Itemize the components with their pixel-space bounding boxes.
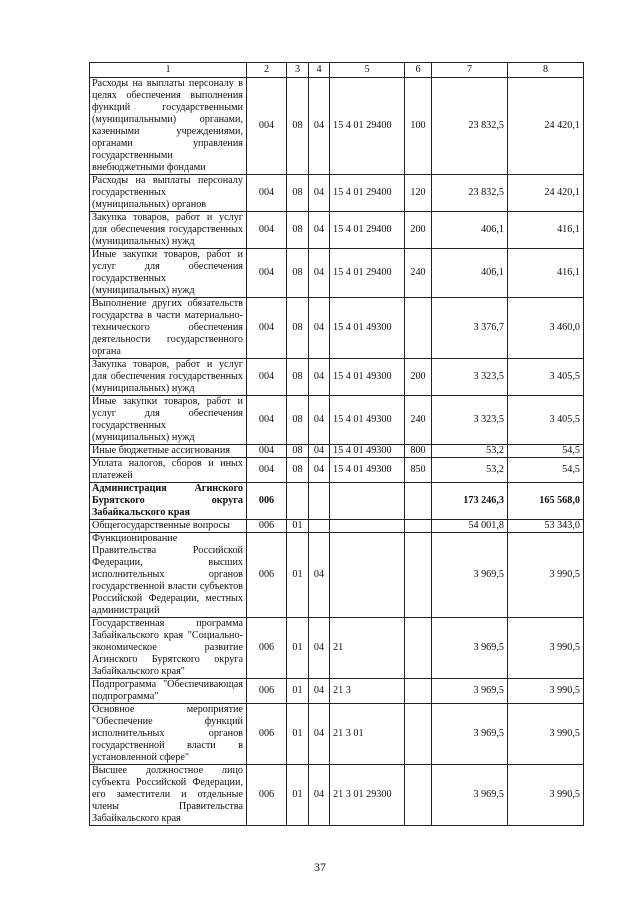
row-name-cell: Основное мероприятие "Обеспечение функций исполнительных органов государственной власти в установленной сфере" bbox=[90, 704, 247, 765]
row-amount-cell: 24 420,1 bbox=[508, 78, 584, 175]
row-amount-cell: 406,1 bbox=[432, 212, 508, 249]
row-target-item-cell: 15 4 01 49300 bbox=[330, 458, 405, 483]
table-row bbox=[90, 445, 584, 458]
row-section-cell: 08 bbox=[287, 445, 309, 458]
row-section-cell: 01 bbox=[287, 704, 309, 765]
row-subsection-cell: 04 bbox=[309, 765, 330, 826]
row-subsection-cell: 04 bbox=[309, 679, 330, 704]
row-code-cell: 006 bbox=[247, 533, 287, 618]
row-amount-cell: 53,2 bbox=[432, 458, 508, 483]
row-amount-cell: 3 990,5 bbox=[508, 533, 584, 618]
row-amount-cell: 3 969,5 bbox=[432, 765, 508, 826]
row-amount-cell: 3 405,5 bbox=[508, 396, 584, 445]
row-target-item-cell: 21 3 bbox=[330, 679, 405, 704]
table-row bbox=[90, 359, 584, 396]
row-code-cell: 006 bbox=[247, 704, 287, 765]
row-expense-type-cell: 240 bbox=[405, 396, 432, 445]
row-amount-cell: 3 990,5 bbox=[508, 679, 584, 704]
table-row bbox=[90, 249, 584, 298]
row-section-cell: 08 bbox=[287, 78, 309, 175]
row-code-cell: 006 bbox=[247, 520, 287, 533]
row-target-item-cell: 15 4 01 49300 bbox=[330, 445, 405, 458]
row-target-item-cell bbox=[330, 483, 405, 520]
row-name-cell: Расходы на выплаты персоналу государственных (муниципальных) органов bbox=[90, 175, 247, 212]
row-subsection-cell: 04 bbox=[309, 458, 330, 483]
row-target-item-cell: 15 4 01 49300 bbox=[330, 359, 405, 396]
row-section-cell bbox=[287, 483, 309, 520]
row-target-item-cell bbox=[330, 533, 405, 618]
table-row bbox=[90, 704, 584, 765]
row-amount-cell: 24 420,1 bbox=[508, 175, 584, 212]
row-section-cell: 01 bbox=[287, 533, 309, 618]
row-code-cell: 004 bbox=[247, 175, 287, 212]
row-amount-cell: 3 969,5 bbox=[432, 533, 508, 618]
row-name-cell: Высшее должностное лицо субъекта Российской Федерации, его заместители и отдельные члены Правительства Забайкальского края bbox=[90, 765, 247, 826]
column-header: 3 bbox=[287, 63, 309, 78]
table-row bbox=[90, 618, 584, 679]
page-number: 37 bbox=[314, 860, 326, 874]
row-name-cell: Закупка товаров, работ и услуг для обеспечения государственных (муниципальных) нужд bbox=[90, 212, 247, 249]
row-subsection-cell: 04 bbox=[309, 298, 330, 359]
row-subsection-cell: 04 bbox=[309, 359, 330, 396]
row-amount-cell: 3 323,5 bbox=[432, 359, 508, 396]
budget-table bbox=[89, 62, 584, 826]
row-section-cell: 08 bbox=[287, 249, 309, 298]
row-section-cell: 01 bbox=[287, 618, 309, 679]
row-target-item-cell: 21 3 01 29300 bbox=[330, 765, 405, 826]
row-amount-cell: 53,2 bbox=[432, 445, 508, 458]
row-subsection-cell bbox=[309, 483, 330, 520]
row-expense-type-cell: 120 bbox=[405, 175, 432, 212]
row-expense-type-cell: 850 bbox=[405, 458, 432, 483]
row-code-cell: 006 bbox=[247, 483, 287, 520]
row-code-cell: 004 bbox=[247, 458, 287, 483]
table-row bbox=[90, 458, 584, 483]
row-amount-cell: 3 990,5 bbox=[508, 618, 584, 679]
row-code-cell: 004 bbox=[247, 78, 287, 175]
table-row bbox=[90, 533, 584, 618]
row-amount-cell: 416,1 bbox=[508, 212, 584, 249]
row-expense-type-cell bbox=[405, 520, 432, 533]
row-expense-type-cell bbox=[405, 704, 432, 765]
row-name-cell: Государственная программа Забайкальского края "Социально-экономическое развитие Агинского Бурятского округа Забайкальского края" bbox=[90, 618, 247, 679]
row-subsection-cell: 04 bbox=[309, 212, 330, 249]
row-amount-cell: 3 990,5 bbox=[508, 765, 584, 826]
row-amount-cell: 3 405,5 bbox=[508, 359, 584, 396]
column-header: 4 bbox=[309, 63, 330, 78]
row-code-cell: 006 bbox=[247, 679, 287, 704]
row-name-cell: Расходы на выплаты персоналу в целях обеспечения выполнения функций государственными (муниципальными) органами, казенными учреждениями, органами управления государственными внебюджетными фондами bbox=[90, 78, 247, 175]
row-amount-cell: 3 460,0 bbox=[508, 298, 584, 359]
table-row bbox=[90, 520, 584, 533]
row-name-cell: Общегосударственные вопросы bbox=[90, 520, 247, 533]
column-header: 7 bbox=[432, 63, 508, 78]
row-expense-type-cell bbox=[405, 679, 432, 704]
column-header: 2 bbox=[247, 63, 287, 78]
row-target-item-cell: 21 bbox=[330, 618, 405, 679]
row-code-cell: 004 bbox=[247, 445, 287, 458]
row-name-cell: Закупка товаров, работ и услуг для обеспечения государственных (муниципальных) нужд bbox=[90, 359, 247, 396]
table-row bbox=[90, 175, 584, 212]
row-expense-type-cell: 240 bbox=[405, 249, 432, 298]
row-section-cell: 01 bbox=[287, 520, 309, 533]
column-header: 8 bbox=[508, 63, 584, 78]
row-section-cell: 08 bbox=[287, 396, 309, 445]
row-expense-type-cell bbox=[405, 483, 432, 520]
row-amount-cell: 416,1 bbox=[508, 249, 584, 298]
row-code-cell: 004 bbox=[247, 249, 287, 298]
row-subsection-cell: 04 bbox=[309, 445, 330, 458]
row-amount-cell: 54 001,8 bbox=[432, 520, 508, 533]
column-header: 5 bbox=[330, 63, 405, 78]
row-code-cell: 004 bbox=[247, 212, 287, 249]
row-code-cell: 006 bbox=[247, 618, 287, 679]
row-amount-cell: 23 832,5 bbox=[432, 78, 508, 175]
row-code-cell: 004 bbox=[247, 298, 287, 359]
column-header: 6 bbox=[405, 63, 432, 78]
row-target-item-cell: 15 4 01 49300 bbox=[330, 396, 405, 445]
row-amount-cell: 23 832,5 bbox=[432, 175, 508, 212]
row-section-cell: 08 bbox=[287, 359, 309, 396]
row-subsection-cell: 04 bbox=[309, 175, 330, 212]
row-section-cell: 01 bbox=[287, 765, 309, 826]
row-expense-type-cell: 800 bbox=[405, 445, 432, 458]
row-expense-type-cell: 100 bbox=[405, 78, 432, 175]
row-expense-type-cell bbox=[405, 618, 432, 679]
table-row bbox=[90, 483, 584, 520]
row-code-cell: 004 bbox=[247, 359, 287, 396]
row-target-item-cell: 15 4 01 29400 bbox=[330, 78, 405, 175]
row-name-cell: Функционирование Правительства Российской Федерации, высших исполнительных органов государственной власти субъектов Российской Федерации, местных администраций bbox=[90, 533, 247, 618]
row-subsection-cell: 04 bbox=[309, 533, 330, 618]
row-amount-cell: 54,5 bbox=[508, 458, 584, 483]
row-target-item-cell bbox=[330, 520, 405, 533]
row-subsection-cell: 04 bbox=[309, 618, 330, 679]
row-target-item-cell: 15 4 01 29400 bbox=[330, 249, 405, 298]
row-name-cell: Иные закупки товаров, работ и услуг для обеспечения государственных (муниципальных) нужд bbox=[90, 249, 247, 298]
row-amount-cell: 173 246,3 bbox=[432, 483, 508, 520]
table-body bbox=[90, 78, 584, 826]
row-section-cell: 01 bbox=[287, 679, 309, 704]
row-target-item-cell: 21 3 01 bbox=[330, 704, 405, 765]
row-amount-cell: 3 969,5 bbox=[432, 704, 508, 765]
row-section-cell: 08 bbox=[287, 298, 309, 359]
row-name-cell: Иные закупки товаров, работ и услуг для обеспечения государственных (муниципальных) нужд bbox=[90, 396, 247, 445]
row-section-cell: 08 bbox=[287, 458, 309, 483]
row-amount-cell: 3 969,5 bbox=[432, 679, 508, 704]
row-name-cell: Подпрограмма "Обеспечивающая подпрограмма" bbox=[90, 679, 247, 704]
row-section-cell: 08 bbox=[287, 175, 309, 212]
row-subsection-cell: 04 bbox=[309, 78, 330, 175]
row-amount-cell: 3 376,7 bbox=[432, 298, 508, 359]
row-amount-cell: 3 323,5 bbox=[432, 396, 508, 445]
row-amount-cell: 3 990,5 bbox=[508, 704, 584, 765]
row-amount-cell: 165 568,0 bbox=[508, 483, 584, 520]
row-expense-type-cell: 200 bbox=[405, 212, 432, 249]
row-subsection-cell: 04 bbox=[309, 396, 330, 445]
row-expense-type-cell bbox=[405, 298, 432, 359]
row-name-cell: Выполнение других обязательств государства в части материально-технического обеспечения деятельности государственного органа bbox=[90, 298, 247, 359]
row-name-cell: Администрация Агинского Бурятского округа Забайкальского края bbox=[90, 483, 247, 520]
row-amount-cell: 53 343,0 bbox=[508, 520, 584, 533]
table-row bbox=[90, 78, 584, 175]
row-subsection-cell bbox=[309, 520, 330, 533]
row-code-cell: 006 bbox=[247, 765, 287, 826]
row-subsection-cell: 04 bbox=[309, 249, 330, 298]
row-section-cell: 08 bbox=[287, 212, 309, 249]
row-amount-cell: 54,5 bbox=[508, 445, 584, 458]
table-header-row bbox=[90, 63, 584, 78]
table-row bbox=[90, 212, 584, 249]
row-target-item-cell: 15 4 01 29400 bbox=[330, 212, 405, 249]
row-amount-cell: 3 969,5 bbox=[432, 618, 508, 679]
row-expense-type-cell: 200 bbox=[405, 359, 432, 396]
table-row bbox=[90, 396, 584, 445]
row-name-cell: Иные бюджетные ассигнования bbox=[90, 445, 247, 458]
row-target-item-cell: 15 4 01 49300 bbox=[330, 298, 405, 359]
table-row bbox=[90, 298, 584, 359]
row-subsection-cell: 04 bbox=[309, 704, 330, 765]
row-target-item-cell: 15 4 01 29400 bbox=[330, 175, 405, 212]
table-row bbox=[90, 765, 584, 826]
row-code-cell: 004 bbox=[247, 396, 287, 445]
column-header: 1 bbox=[90, 63, 247, 78]
row-name-cell: Уплата налогов, сборов и иных платежей bbox=[90, 458, 247, 483]
table-row bbox=[90, 679, 584, 704]
row-amount-cell: 406,1 bbox=[432, 249, 508, 298]
row-expense-type-cell bbox=[405, 533, 432, 618]
row-expense-type-cell bbox=[405, 765, 432, 826]
